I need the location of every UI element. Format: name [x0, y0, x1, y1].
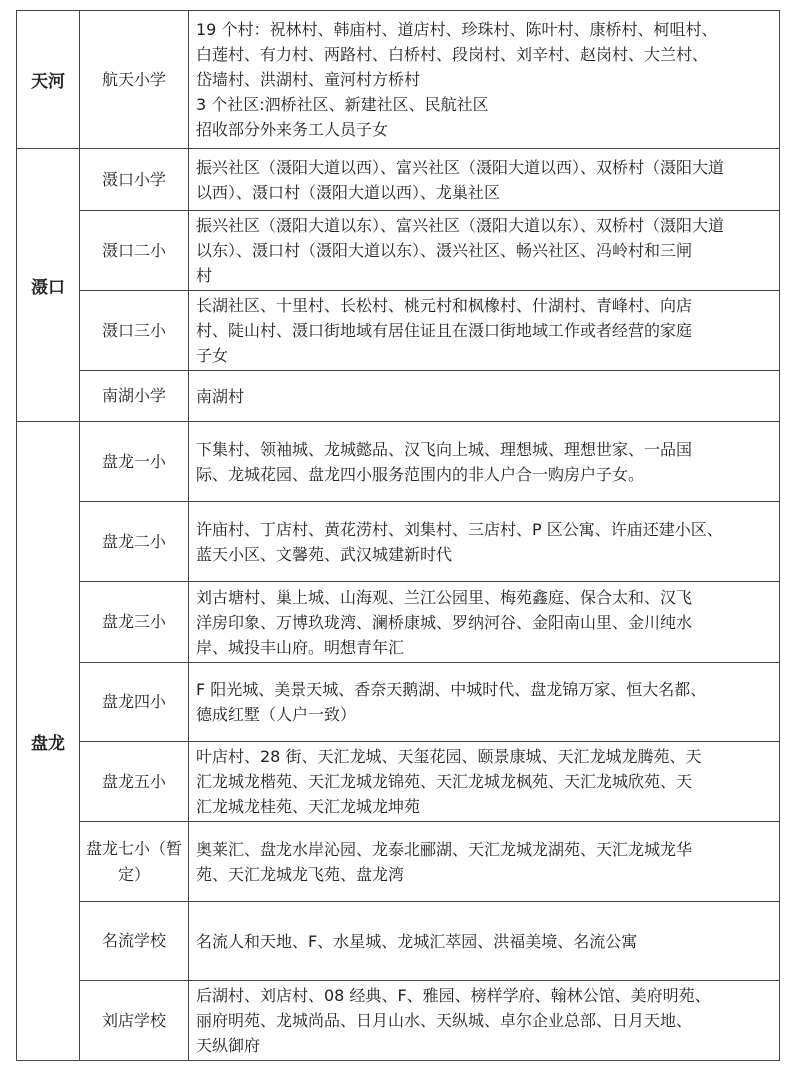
- scope-cell: [189, 11, 780, 149]
- scope-line: 岱墙村、洪湖村、童河村方桥村: [196, 70, 421, 89]
- table-row: [17, 422, 780, 502]
- scope-cell: [189, 371, 780, 422]
- school-cell: 名流学校: [80, 902, 189, 981]
- scope-line: 长湖社区、十里村、长松村、桃元村和枫橡村、什湖村、青峰村、向店: [196, 296, 693, 315]
- scope-line: 招收部分外来务工人员子女: [196, 120, 389, 139]
- school-cell: 滠口小学: [80, 149, 189, 211]
- scope-cell: [189, 902, 780, 981]
- table-row: [17, 11, 780, 149]
- scope-line: 白莲村、有力村、两路村、白桥村、段岗村、刘辛村、赵岗村、大兰村、: [196, 45, 709, 64]
- scope-line: 子女: [196, 346, 229, 365]
- table-row: [17, 291, 780, 371]
- scope-cell: [189, 502, 780, 582]
- school-cell: 盘龙二小: [80, 502, 189, 582]
- scope-line: 奥莱汇、盘龙水岸沁园、龙泰北郦湖、天汇龙城龙湖苑、天汇龙城龙华: [196, 839, 693, 859]
- school-cell: 盘龙七小（暂定）: [80, 822, 189, 902]
- scope-cell: [189, 582, 780, 663]
- scope-line: 刘古塘村、巢上城、山海观、兰江公园里、梅苑鑫庭、保合太和、汉飞: [196, 587, 693, 607]
- scope-line: 村: [196, 266, 213, 285]
- scope-line: 以东）、滠口村（滠阳大道以东）、滠兴社区、畅兴社区、冯岭村和三闸: [196, 241, 693, 260]
- scope-cell: [189, 149, 780, 211]
- scope-cell: [189, 742, 780, 822]
- scope-line: 振兴社区（滠阳大道以西）、富兴社区（滠阳大道以西）、双桥村（滠阳大道: [196, 157, 725, 177]
- scope-line: 丽府明苑、龙城尚品、日月山水、天纵城、卓尔企业总部、日月天地、: [196, 1011, 693, 1030]
- table-row: [17, 371, 780, 422]
- table-row: [17, 149, 780, 211]
- scope-line: 下集村、领袖城、龙城懿品、汉飞向上城、理想城、理想世家、一品国: [196, 439, 693, 459]
- scope-cell: [189, 822, 780, 902]
- scope-cell: [189, 291, 780, 371]
- scope-line: 天纵御府: [196, 1036, 261, 1055]
- scope-line: 村、陡山村、滠口街地域有居住证且在滠口街地域工作或者经营的家庭: [196, 321, 693, 340]
- scope-line: 19 个村：祝林村、韩庙村、道店村、珍珠村、陈叶村、康桥村、柯咀村、: [196, 20, 718, 39]
- table-row: [17, 582, 780, 663]
- school-cell: 盘龙五小: [80, 742, 189, 822]
- table-row: [17, 502, 780, 582]
- scope-line: 名流人和天地、F、水星城、龙城汇萃园、洪福美境、名流公寓: [196, 931, 638, 951]
- scope-cell: [189, 981, 780, 1061]
- school-district-table: [16, 10, 780, 1061]
- table-row: [17, 902, 780, 981]
- scope-line: 汇龙城龙楷苑、天汇龙城龙锦苑、天汇龙城龙枫苑、天汇龙城欣苑、天: [196, 772, 693, 791]
- scope-cell: [189, 211, 780, 291]
- scope-line: 许庙村、丁店村、黄花涝村、刘集村、三店村、P 区公寓、许庙还建小区、: [196, 519, 723, 539]
- scope-line: 南湖村: [196, 386, 245, 406]
- area-cell: 天河: [17, 11, 80, 149]
- table-row: [17, 742, 780, 822]
- school-cell: 滠口二小: [80, 211, 189, 291]
- scope-line: 以西）、滠口村（滠阳大道以西）、龙巢社区: [196, 182, 501, 202]
- scope-line: 蓝天小区、文馨苑、武汉城建新时代: [196, 544, 453, 564]
- scope-line: 岸、城投丰山府。明想青年汇: [196, 637, 405, 657]
- scope-line: 振兴社区（滠阳大道以东）、富兴社区（滠阳大道以东）、双桥村（滠阳大道: [196, 216, 725, 235]
- scope-line: 际、龙城花园、盘龙四小服务范围内的非人户合一购房户子女。: [196, 464, 645, 484]
- scope-cell: [189, 422, 780, 502]
- scope-line: 德成红墅（人户一致）: [196, 705, 357, 724]
- school-cell: 滠口三小: [80, 291, 189, 371]
- table-row: [17, 211, 780, 291]
- scope-line: 汇龙城龙桂苑、天汇龙城龙坤苑: [196, 797, 421, 816]
- area-cell: 滠口: [17, 149, 80, 422]
- table-row: [17, 981, 780, 1061]
- school-cell: 盘龙三小: [80, 582, 189, 663]
- table-row: [17, 663, 780, 742]
- school-cell: 航天小学: [80, 11, 189, 149]
- scope-line: F 阳光城、美景天城、香奈天鹅湖、中城时代、盘龙锦万家、恒大名都、: [196, 680, 707, 699]
- scope-line: 后湖村、刘店村、08 经典、F、雅园、榜样学府、翰林公馆、美府明苑、: [196, 986, 711, 1005]
- area-cell: 盘龙: [17, 422, 80, 1061]
- scope-line: 苑、天汇龙城龙飞苑、盘龙湾: [196, 864, 405, 884]
- scope-cell: [189, 663, 780, 742]
- scope-line: 叶店村、28 街、天汇龙城、天玺花园、颐景康城、天汇龙城龙腾苑、天: [196, 747, 702, 766]
- school-cell: 盘龙四小: [80, 663, 189, 742]
- school-cell: 刘店学校: [80, 981, 189, 1061]
- table-row: [17, 822, 780, 902]
- scope-line: 洋房印象、万博玖珑湾、澜桥康城、罗纳河谷、金阳南山里、金川纯水: [196, 612, 693, 632]
- school-cell: 盘龙一小: [80, 422, 189, 502]
- scope-line: 3 个社区:泗桥社区、新建社区、民航社区: [196, 95, 489, 114]
- school-cell: 南湖小学: [80, 371, 189, 422]
